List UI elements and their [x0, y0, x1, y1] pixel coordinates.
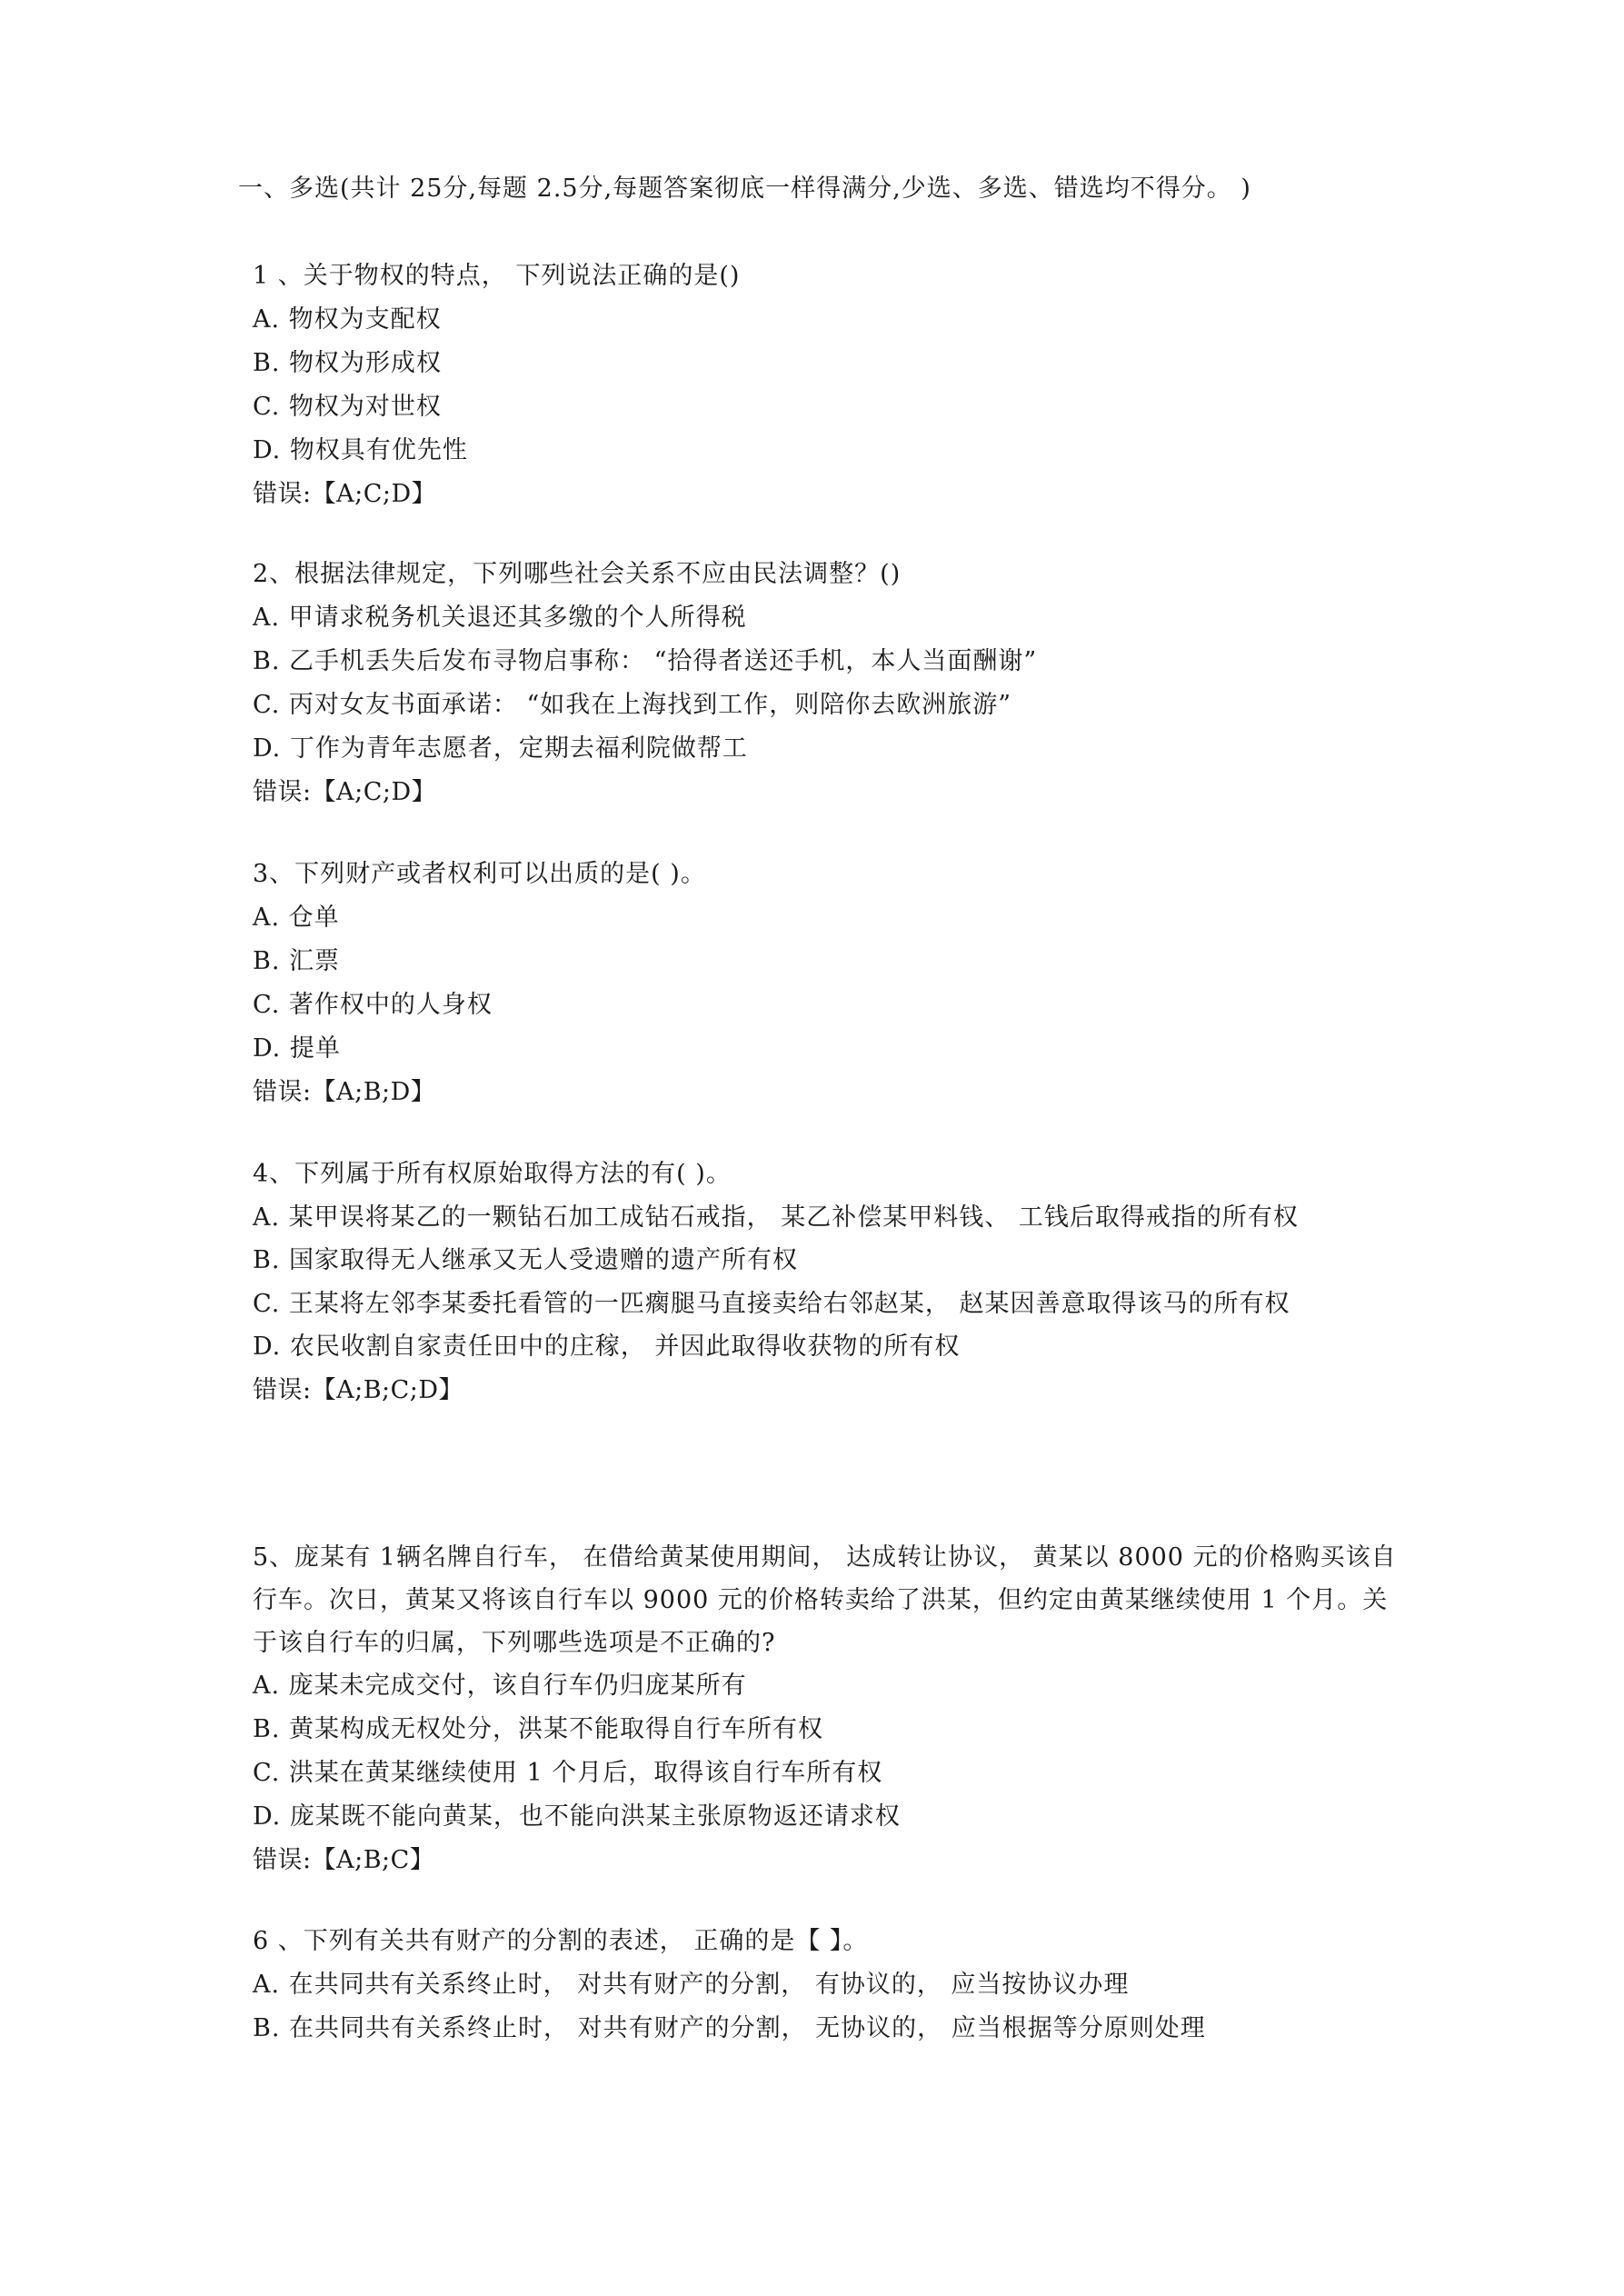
option-c: C. 物权为对世权 — [253, 393, 442, 421]
option-c: C. 洪某在黄某继续使用 1 个月后，取得该自行车所有权 — [253, 1759, 883, 1787]
option-d: D. 提单 — [253, 1034, 341, 1063]
answer-line: 错误:【A;B;C;D】 — [253, 1376, 464, 1404]
option-b: B. 国家取得无人继承又无人受遗赠的遗产所有权 — [253, 1246, 799, 1274]
option-c: C. 王某将左邻李某委托看管的一匹瘸腿马直接卖给右邻赵某， 赵某因善意取得该马的所有权 — [253, 1290, 1290, 1318]
option-a: A. 在共同共有关系终止时， 对共有财产的分割， 有协议的， 应当按协议办理 — [253, 1971, 1130, 1999]
question-item — [253, 255, 1398, 516]
option-d: D. 丁作为青年志愿者，定期去福利院做帮工 — [253, 734, 748, 763]
option-a: A. 甲请求税务机关退还其多缴的个人所得税 — [253, 604, 747, 632]
option-a: A. 某甲误将某乙的一颗钻石加工成钻石戒指， 某乙补偿某甲料钱、 工钱后取得戒指的所有权 — [253, 1203, 1299, 1232]
answer-line: 错误:【A;C;D】 — [253, 480, 437, 508]
option-c: C. 丙对女友书面承诺： “如我在上海找到工作，则陪你去欧洲旅游” — [253, 691, 1012, 719]
option-d: D. 农民收割自家责任田中的庄稼， 并因此取得收获物的所有权 — [253, 1333, 961, 1361]
question-item — [253, 1536, 1398, 1882]
question-text: 6 、下列有关共有财产的分割的表述， 正确的是【 】。 — [253, 1927, 869, 1955]
question-text: 4、下列属于所有权原始取得方法的有( )。 — [253, 1160, 732, 1188]
question-text: 3、下列财产或者权利可以出质的是( )。 — [253, 860, 706, 888]
option-b: B. 在共同共有关系终止时， 对共有财产的分割， 无协议的， 应当根据等分原则处理 — [253, 2014, 1206, 2042]
question-text: 1 、关于物权的特点， 下列说法正确的是() — [253, 262, 741, 290]
option-a: A. 仓单 — [253, 903, 340, 932]
answer-line: 错误:【A;B;D】 — [253, 1078, 436, 1106]
option-b: B. 乙手机丢失后发布寻物启事称： “拾得者送还手机，本人当面酬谢” — [253, 647, 1038, 675]
option-b: B. 物权为形成权 — [253, 349, 443, 377]
question-text: 5、庞某有 1辆名牌自行车， 在借给黄某使用期间， 达成转让协议， 黄某以 8000 元的价格购买该自行车。次日，黄某又将该自行车以 9000 元的价格转卖给了洪某，但约定由黄某继续使用 1 个月。关于该自行车的归属，下列哪些选项是不正确的? — [253, 1543, 1397, 1657]
question-item — [253, 1920, 1398, 2051]
option-d: D. 物权具有优先性 — [253, 436, 468, 464]
answer-line: 错误:【A;B;C】 — [253, 1846, 435, 1874]
option-b: B. 汇票 — [253, 947, 341, 975]
question-item — [253, 553, 1398, 814]
section-header: 一、多选(共计 25分,每题 2.5分,每题答案彻底一样得满分,少选、多选、错选均不得分。 ) — [238, 175, 1251, 203]
option-a: A. 物权为支配权 — [253, 305, 442, 334]
option-a: A. 庞某未完成交付，该自行车仍归庞某所有 — [253, 1672, 747, 1700]
option-d: D. 庞某既不能向黄某，也不能向洪某主张原物返还请求权 — [253, 1802, 901, 1831]
question-text: 2、根据法律规定，下列哪些社会关系不应由民法调整？() — [253, 560, 902, 588]
question-item — [253, 1153, 1398, 1413]
answer-line: 错误:【A;C;D】 — [253, 778, 437, 806]
option-c: C. 著作权中的人身权 — [253, 991, 493, 1019]
option-b: B. 黄某构成无权处分，洪某不能取得自行车所有权 — [253, 1715, 824, 1743]
question-item — [253, 853, 1398, 1114]
